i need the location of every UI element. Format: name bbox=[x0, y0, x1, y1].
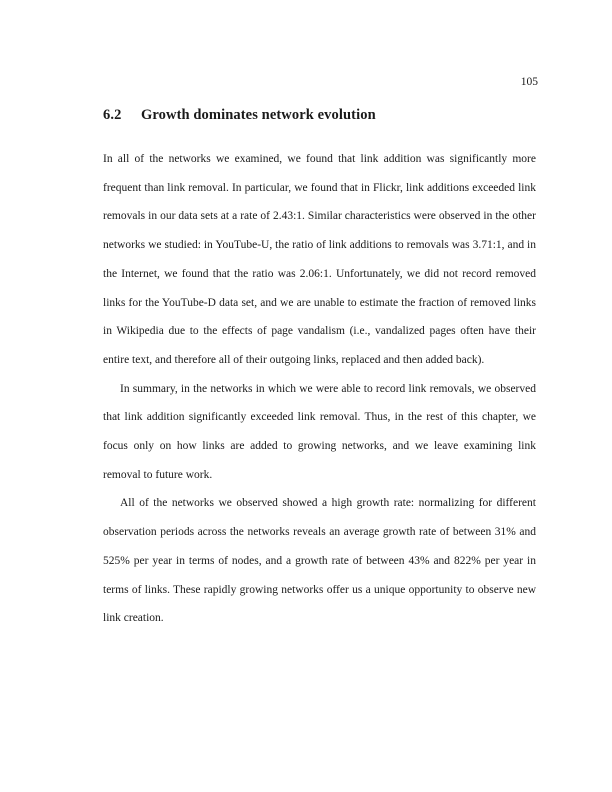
section-number: 6.2 bbox=[103, 107, 122, 123]
section-heading bbox=[103, 107, 543, 124]
section-title: Growth dominates network evolution bbox=[141, 107, 376, 123]
body-text bbox=[103, 145, 536, 633]
paragraph-summary: In summary, in the networks in which we were able to record link removals, we observed that link addition significantly exceeded link removal. Thus, in the rest of this chapter, we focus only on how links are added to growing networks, and we leave examining link removal to future work. bbox=[103, 382, 536, 481]
paragraph-link-addition: In all of the networks we examined, we found that link addition was significantly more frequent than link removal. In particular, we found that in Flickr, link additions exceeded link removals in our data sets at a rate of 2.43:1. Similar characteristics were observed in the other networks we studied: in YouTube-U, the ratio of link additions to removals was 3.71:1, and in the Internet, we found that the ratio was 2.06:1. Unfortunately, we did not record removed links for the YouTube-D data set, and we are unable to estimate the fraction of removed links in Wikipedia due to the effects of page vandalism (i.e., vandalized pages often have their entire text, and therefore all of their outgoing links, replaced and then added back). bbox=[103, 153, 536, 366]
paragraph-growth-rate: All of the networks we observed showed a high growth rate: normalizing for different observation periods across the networks reveals an average growth rate of between 31% and 525% per year in terms of nodes, and a growth rate of between 43% and 822% per year in terms of links. These rapidly growing networks offer us a unique opportunity to observe new link creation. bbox=[103, 497, 536, 625]
page-number: 105 bbox=[520, 76, 538, 88]
